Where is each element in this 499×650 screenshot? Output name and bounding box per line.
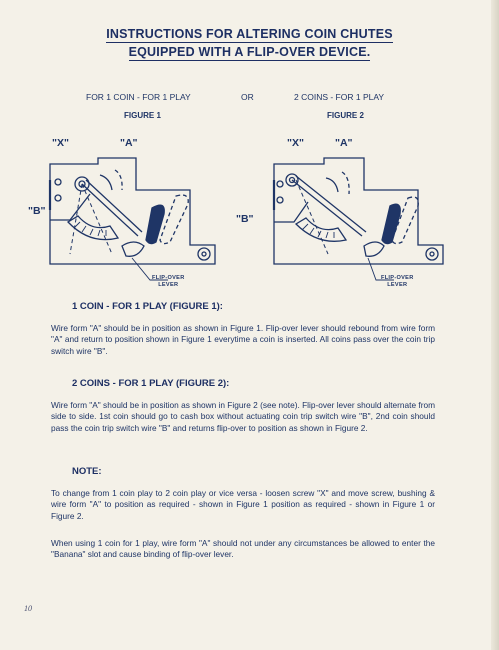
fig2-label-a: "A": [335, 137, 353, 149]
page-edge: [491, 0, 499, 650]
figure-2-diagram: [268, 150, 458, 285]
final-paragraph: When using 1 coin for 1 play, wire form "A" should not under any circumstances be allowed to enter the "Banana" slot and cause binding of flip-over lever.: [51, 538, 435, 560]
caption-or: OR: [241, 92, 254, 102]
fig1-label-x: "X": [52, 137, 69, 149]
figure-1-label: FIGURE 1: [124, 111, 161, 120]
caption-left: FOR 1 COIN - FOR 1 PLAY: [86, 92, 191, 102]
section-1-heading: 1 COIN - FOR 1 PLAY (FIGURE 1):: [72, 301, 223, 312]
section-2-heading: 2 COINS - FOR 1 PLAY (FIGURE 2):: [72, 378, 230, 389]
section-1-body: Wire form "A" should be in position as shown in Figure 1. Flip-over lever should rebound from wire form "A" and return to position shown in Figure 1 everytime a coin is inserted. All coins pass over the coin trip switch wire "B".: [51, 323, 435, 356]
fig1-lever-label: FLIP-OVER LEVER: [152, 275, 185, 288]
note-heading: NOTE:: [72, 466, 102, 477]
page-number: 10: [24, 604, 32, 613]
figure-2-label: FIGURE 2: [327, 111, 364, 120]
fig1-label-a: "A": [120, 137, 138, 149]
fig2-label-x: "X": [287, 137, 304, 149]
figure-1-diagram: [40, 150, 230, 285]
fig2-lever-label: FLIP-OVER LEVER: [381, 275, 414, 288]
caption-right: 2 COINS - FOR 1 PLAY: [294, 92, 385, 102]
fig2-label-b: "B": [236, 213, 254, 225]
fig1-label-b: "B": [28, 205, 46, 217]
note-body: To change from 1 coin play to 2 coin play or vice versa - loosen screw "X" and move screw, bushing & wire form "A" to position as required - shown in Figure 1 position as required - shown in Figure 1 or Figure 2.: [51, 488, 435, 521]
title-line-1: INSTRUCTIONS FOR ALTERING COIN CHUTES: [106, 27, 393, 41]
section-2-body: Wire form "A" should be in position as shown in Figure 2 (see note). Flip-over lever should alternate from side to side. 1st coin should go to cash box without actuating coin trip switch wire "B", 2nd coin should pass the coin trip switch wire "B" and returns flip-over to position as shown in Figure 2.: [51, 400, 435, 433]
title-line-2: EQUIPPED WITH A FLIP-OVER DEVICE.: [128, 45, 371, 59]
